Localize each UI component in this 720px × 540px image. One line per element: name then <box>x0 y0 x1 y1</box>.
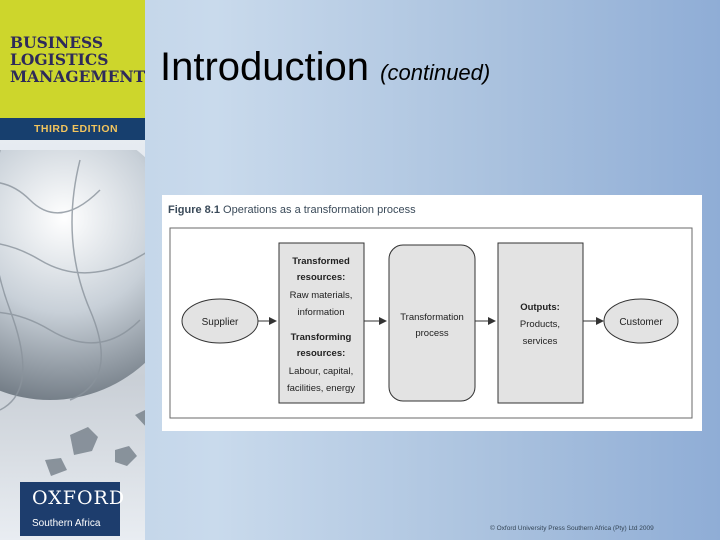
process-box <box>389 245 475 401</box>
slide-title-main: Introduction <box>160 45 370 89</box>
slide-title-suffix: (continued) <box>380 60 491 85</box>
inputs-body-1a: Raw materials, <box>289 290 353 301</box>
process-label-2: process <box>415 328 449 339</box>
inputs-heading-2: Transforming <box>290 332 352 343</box>
inputs-body-2a: Labour, capital, <box>288 366 354 377</box>
process-label-1: Transformation <box>400 312 464 323</box>
outputs-body-1: Products, <box>519 319 561 330</box>
supplier-label: Supplier <box>201 317 239 328</box>
inputs-heading-2b: resources: <box>296 348 346 359</box>
book-title-line-2: LOGISTICS <box>10 50 109 69</box>
figure-caption-text: Operations as a transformation process <box>223 204 416 216</box>
inputs-body-1b: information <box>297 307 345 318</box>
inputs-body-2b: facilities, energy <box>286 383 356 394</box>
inputs-heading-1b: resources: <box>296 272 346 283</box>
publisher-logo: OXFORD <box>32 487 126 509</box>
publisher-region: Southern Africa <box>32 518 101 529</box>
book-edition: THIRD EDITION <box>34 123 119 135</box>
inputs-heading-1: Transformed <box>292 256 350 267</box>
outputs-body-2: services <box>522 336 558 347</box>
inputs-box <box>279 243 364 403</box>
book-title-line-1: BUSINESS <box>10 33 104 52</box>
book-title-line-3: MANAGEMENT <box>10 67 145 86</box>
outputs-heading: Outputs: <box>520 302 560 313</box>
copyright-note: © Oxford University Press Southern Africa (Pty) Ltd 2009 <box>490 525 654 532</box>
figure-number: Figure 8.1 <box>168 204 220 216</box>
customer-label: Customer <box>619 317 663 328</box>
